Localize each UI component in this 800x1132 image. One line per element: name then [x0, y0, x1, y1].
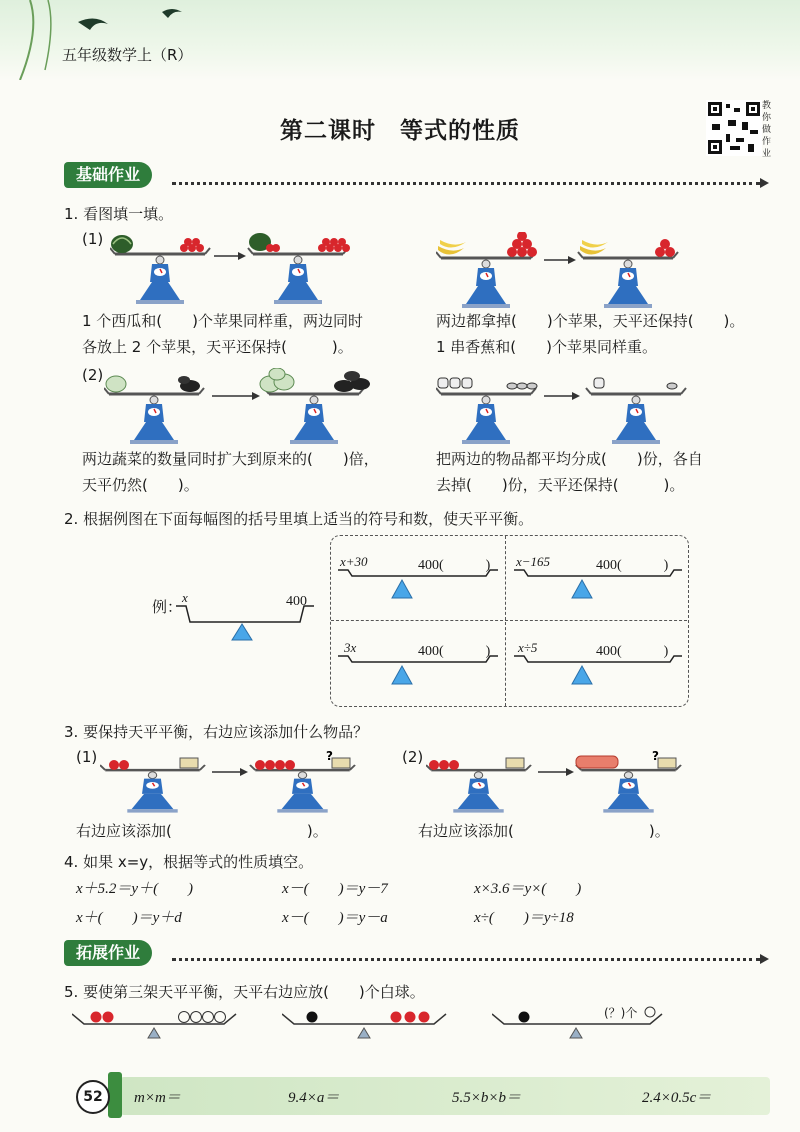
section-tag-basic: 基础作业 — [64, 162, 152, 188]
section-divider-2 — [172, 958, 760, 961]
q4-item-6[interactable]: x÷( )＝y÷18 — [474, 910, 574, 926]
q3-answer-1[interactable]: 右边应该添加( )。 — [76, 822, 328, 840]
q1-text-b1: 两边都拿掉( )个苹果，天平还保持( )。 — [436, 312, 745, 330]
lesson-title: 第二课时 等式的性质 — [280, 118, 520, 144]
q2-cell3-left: 3x — [344, 640, 357, 655]
balance-scale-banana — [436, 232, 696, 312]
q4-item-2[interactable]: x－( )＝y－7 — [282, 881, 388, 897]
arrow-right-icon — [760, 178, 769, 188]
q3-question-mark-1: ? — [326, 749, 333, 763]
q2-example-left: x — [182, 590, 188, 605]
q5-label-3: (？)个 — [604, 1006, 638, 1020]
footer-item-3: 5.5×b×b＝ — [452, 1090, 521, 1106]
box-divider-v — [505, 536, 506, 706]
cell1-balance-beam — [336, 568, 500, 604]
q1-part2-label: (2) — [82, 366, 104, 384]
q1-text-d2: 去掉( )份，天平还保持( )。 — [436, 476, 685, 494]
example-balance-beam — [176, 604, 316, 644]
balance-scale-vegetables — [104, 368, 404, 448]
cell3-balance-beam — [336, 654, 500, 690]
q3-question-mark-2: ? — [652, 749, 659, 763]
q1-text-c1: 两边蔬菜的数量同时扩大到原来的( )倍， — [82, 450, 379, 468]
footer-item-4: 2.4×0.5c＝ — [642, 1090, 712, 1106]
q4-item-5[interactable]: x－( )＝y－a — [282, 910, 388, 926]
page-number: 52 — [76, 1080, 110, 1114]
section-tag-extended: 拓展作业 — [64, 940, 152, 966]
footer-item-1: m×m＝ — [134, 1090, 181, 1106]
q1-heading: 1. 看图填一填。 — [64, 205, 174, 223]
footer-item-2: 9.4×a＝ — [288, 1090, 340, 1106]
balance-scale-watermelon — [110, 228, 370, 308]
section-divider — [172, 182, 760, 185]
arrow-right-icon-2 — [760, 954, 769, 964]
q3-scale-pair-2 — [426, 748, 706, 818]
q5-scale-2 — [282, 1006, 452, 1048]
q1-text-a1: 1 个西瓜和( )个苹果同样重，两边同时 — [82, 312, 364, 330]
q2-cell2-left: x−165 — [516, 554, 551, 569]
book-title: 五年级数学上（R） — [62, 46, 193, 64]
q1-text-a2: 各放上 2 个苹果，天平还保持( )。 — [82, 338, 353, 356]
q2-example-right: 400 — [286, 594, 307, 609]
q1-text-c2: 天平仍然( )。 — [82, 476, 199, 494]
q4-item-3[interactable]: x×3.6＝y×( ) — [474, 881, 582, 897]
qr-code-icon[interactable] — [706, 100, 762, 156]
q5-scale-1 — [72, 1006, 242, 1048]
q2-example-label: 例： — [152, 598, 183, 616]
q1-text-b2: 1 串香蕉和( )个苹果同样重。 — [436, 338, 658, 356]
q4-item-4[interactable]: x＋( )＝y＋d — [76, 910, 182, 926]
q3-part2-label: (2) — [402, 748, 424, 766]
q2-cell4-right[interactable]: 400( ) — [596, 644, 669, 659]
q2-cell1-left: x+30 — [340, 554, 368, 569]
q3-heading: 3. 要保持天平平衡，右边应该添加什么物品？ — [64, 723, 369, 741]
q3-part1-label: (1) — [76, 748, 98, 766]
q2-cell3-right[interactable]: 400( ) — [418, 644, 491, 659]
q5-scale-3 — [492, 1006, 672, 1048]
balance-scale-pots — [436, 368, 706, 448]
q3-answer-2[interactable]: 右边应该添加( )。 — [418, 822, 670, 840]
q4-item-1[interactable]: x＋5.2＝y＋( ) — [76, 881, 194, 897]
q1-part1-label: (1) — [82, 230, 104, 248]
swallow-decoration-icon — [0, 0, 200, 80]
q1-text-d1: 把两边的物品都平均分成( )份，各自 — [436, 450, 703, 468]
q2-cell4-left: x÷5 — [518, 640, 538, 655]
cell2-balance-beam — [512, 568, 684, 604]
qr-caption: 教你做作业 — [762, 101, 772, 159]
cell4-balance-beam — [512, 654, 684, 690]
q2-cell2-right[interactable]: 400( ) — [596, 558, 669, 573]
q2-heading: 2. 根据例图在下面每幅图的括号里填上适当的符号和数，使天平平衡。 — [64, 510, 534, 528]
q2-cell1-right[interactable]: 400( ) — [418, 558, 491, 573]
q3-scale-pair-1 — [100, 748, 380, 818]
q5-heading: 5. 要使第三架天平平衡，天平右边应放( )个白球。 — [64, 983, 425, 1001]
footer-tab — [108, 1072, 122, 1118]
box-divider-h — [331, 620, 687, 621]
q4-heading: 4. 如果 x=y，根据等式的性质填空。 — [64, 853, 314, 871]
